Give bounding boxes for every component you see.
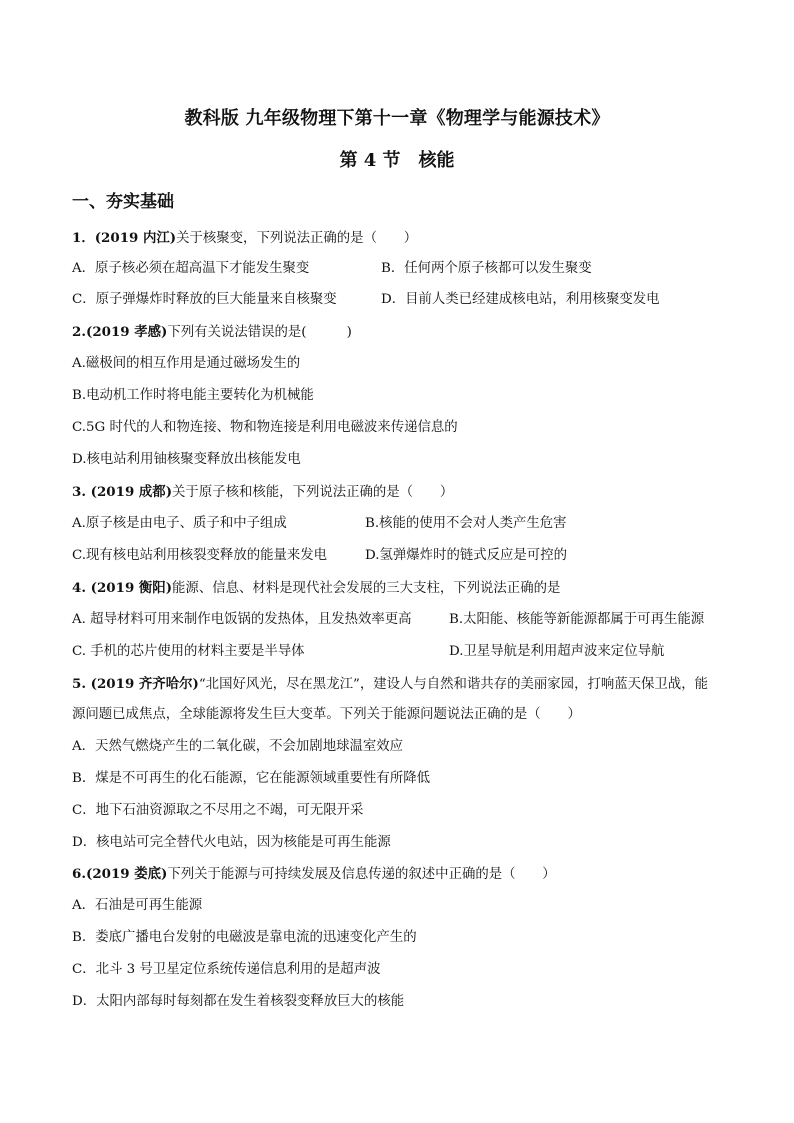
option-a: A.原子核是由电子、质子和中子组成 — [72, 516, 287, 531]
option-b: B.电动机工作时将电能主要转化为机械能 — [72, 388, 314, 403]
option-b: B．任何两个原子核都可以发生聚变 — [381, 261, 592, 276]
question-text: 关于核聚变，下列说法正确的是（ ） — [176, 231, 418, 246]
question-3-stem — [72, 482, 453, 503]
question-text: 下列有关说法错误的是( ) — [167, 325, 352, 340]
question-5-stem-continued: 源问题已成焦点，全球能源将发生巨大变革。下列关于能源问题说法正确的是（ ） — [72, 707, 581, 722]
question-6-stem — [72, 864, 556, 885]
question-text: 能源、信息、材料是现代社会发展的三大支柱，下列说法正确的是 — [172, 581, 561, 596]
option-d: D.卫星导航是利用超声波来定位导航 — [449, 644, 665, 659]
option-c: C.现有核电站利用核裂变释放的能量来发电 — [72, 548, 328, 563]
document-title: 教科版 九年级物理下第十一章《物理学与能源技术》 — [184, 108, 610, 129]
question-number: 4 — [72, 580, 82, 596]
question-source: ．(2019 内江) — [81, 230, 177, 246]
question-number: 5 — [72, 676, 82, 692]
question-text: 关于原子核和核能，下列说法正确的是（ ） — [172, 485, 454, 500]
question-number: 6 — [72, 866, 82, 882]
question-4-stem — [72, 578, 560, 599]
option-d: D．目前人类已经建成核电站，利用核聚变发电 — [381, 292, 660, 307]
option-a: A．天然气燃烧产生的二氧化碳，不会加剧地球温室效应 — [72, 739, 404, 754]
question-number: 3 — [72, 484, 82, 500]
option-c: C. 手机的芯片使用的材料主要是半导体 — [72, 644, 305, 659]
option-c: C．北斗 3 号卫星定位系统传递信息利用的是超声波 — [72, 962, 381, 977]
question-number: 2 — [72, 324, 82, 340]
option-b: B.太阳能、核能等新能源都属于可再生能源 — [449, 612, 705, 627]
option-a: A．原子核必须在超高温下才能发生聚变 — [72, 261, 310, 276]
option-d: D.氢弹爆炸时的链式反应是可控的 — [365, 548, 567, 563]
question-5-stem — [72, 674, 708, 695]
option-a: A. 超导材料可用来制作电饭锅的发热体，且发热效率更高 — [72, 612, 412, 627]
option-b: B.核能的使用不会对人类产生危害 — [365, 516, 567, 531]
option-b: B．娄底广播电台发射的电磁波是靠电流的迅速变化产生的 — [72, 930, 417, 945]
option-a: A.磁极间的相互作用是通过磁场发生的 — [72, 356, 301, 371]
option-c: C．原子弹爆炸时释放的巨大能量来自核聚变 — [72, 292, 337, 307]
question-source: . (2019 成都) — [81, 484, 173, 500]
question-source: .(2019 孝感) — [81, 324, 168, 340]
section-heading: 一、夯实基础 — [72, 192, 174, 212]
option-d: D．核电站可完全替代火电站，因为核能是可再生能源 — [72, 835, 391, 850]
question-source: . (2019 衡阳) — [81, 580, 173, 596]
question-number: 1 — [72, 230, 82, 246]
question-source: . (2019 齐齐哈尔) — [81, 676, 199, 692]
option-d: D．太阳内部每时每刻都在发生着核裂变释放巨大的核能 — [72, 994, 405, 1009]
option-a: A．石油是可再生能源 — [72, 898, 203, 913]
question-2-stem — [72, 322, 352, 343]
section-subtitle: 第 4 节 核能 — [339, 150, 455, 171]
option-c: C.5G 时代的人和物连接、物和物连接是利用电磁波来传递信息的 — [72, 420, 458, 435]
option-b: B．煤是不可再生的化石能源，它在能源领域重要性有所降低 — [72, 771, 430, 786]
option-c: C．地下石油资源取之不尽用之不竭，可无限开采 — [72, 803, 364, 818]
question-1-stem — [72, 228, 417, 249]
question-text: “北国好风光，尽在黑龙江”，建设人与自然和谐共存的美丽家园，打响蓝天保卫战，能 — [198, 677, 708, 692]
question-source: .(2019 娄底) — [81, 866, 168, 882]
question-text: 下列关于能源与可持续发展及信息传递的叙述中正确的是（ ） — [167, 867, 556, 882]
option-d: D.核电站利用铀核聚变释放出核能发电 — [72, 452, 301, 467]
